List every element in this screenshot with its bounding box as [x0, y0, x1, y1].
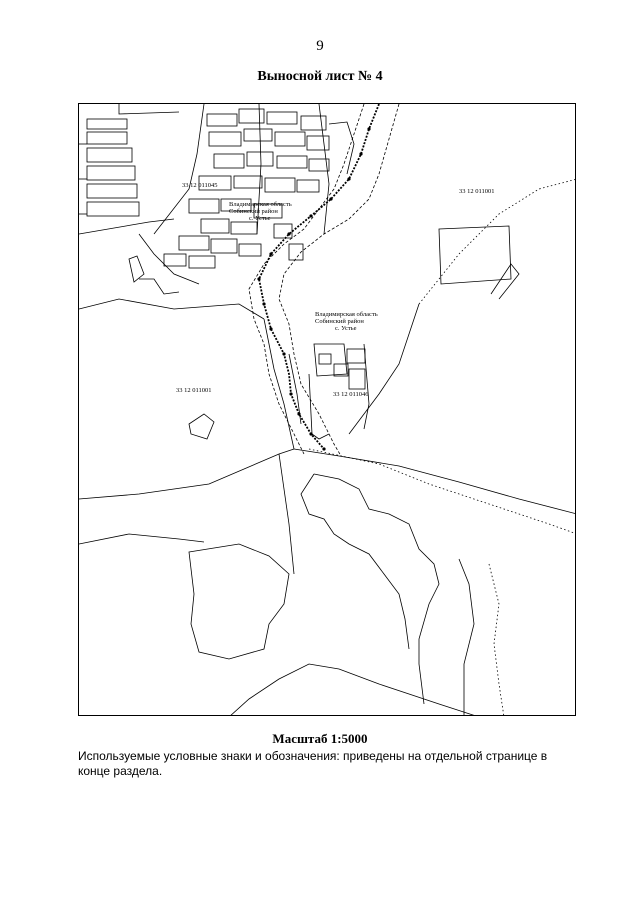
terrain-contours — [79, 474, 504, 716]
region-label-1 — [229, 201, 292, 222]
map-scale: Масштаб 1:5000 — [272, 731, 368, 746]
region-label-2-line2: Собинский район — [315, 318, 364, 325]
cadastre-label-right: 33 12 011001 — [459, 188, 495, 195]
cadastral-map — [79, 104, 576, 716]
region-label-2 — [315, 311, 378, 332]
region-label-1-line1: Владимирская область — [229, 201, 292, 208]
buffer-zone — [249, 104, 399, 456]
page-number: 9 — [316, 38, 324, 54]
legend-note: Используемые условные знаки и обозначения: приведены на отдельной странице в конце раздела. — [78, 749, 548, 778]
region-label-2-line3: с. Устье — [335, 325, 357, 332]
building-blocks — [79, 104, 179, 234]
cadastre-label-middle: 33 12 011046 — [333, 391, 369, 398]
sheet-title: Выносной лист № 4 — [257, 69, 383, 84]
cadastre-label-left-bottom: 33 12 011001 — [176, 387, 212, 394]
region-label-1-line2: Собинский район — [229, 208, 278, 215]
region-label-1-line3: с. Устье — [249, 215, 271, 222]
region-label-2-line1: Владимирская область — [315, 311, 378, 318]
cadastre-label-left-top: 33 12 011045 — [182, 182, 218, 189]
field-boundaries — [79, 179, 576, 574]
boundary-points — [257, 127, 370, 450]
settlement-parcels — [129, 104, 354, 294]
map-frame — [78, 103, 576, 716]
